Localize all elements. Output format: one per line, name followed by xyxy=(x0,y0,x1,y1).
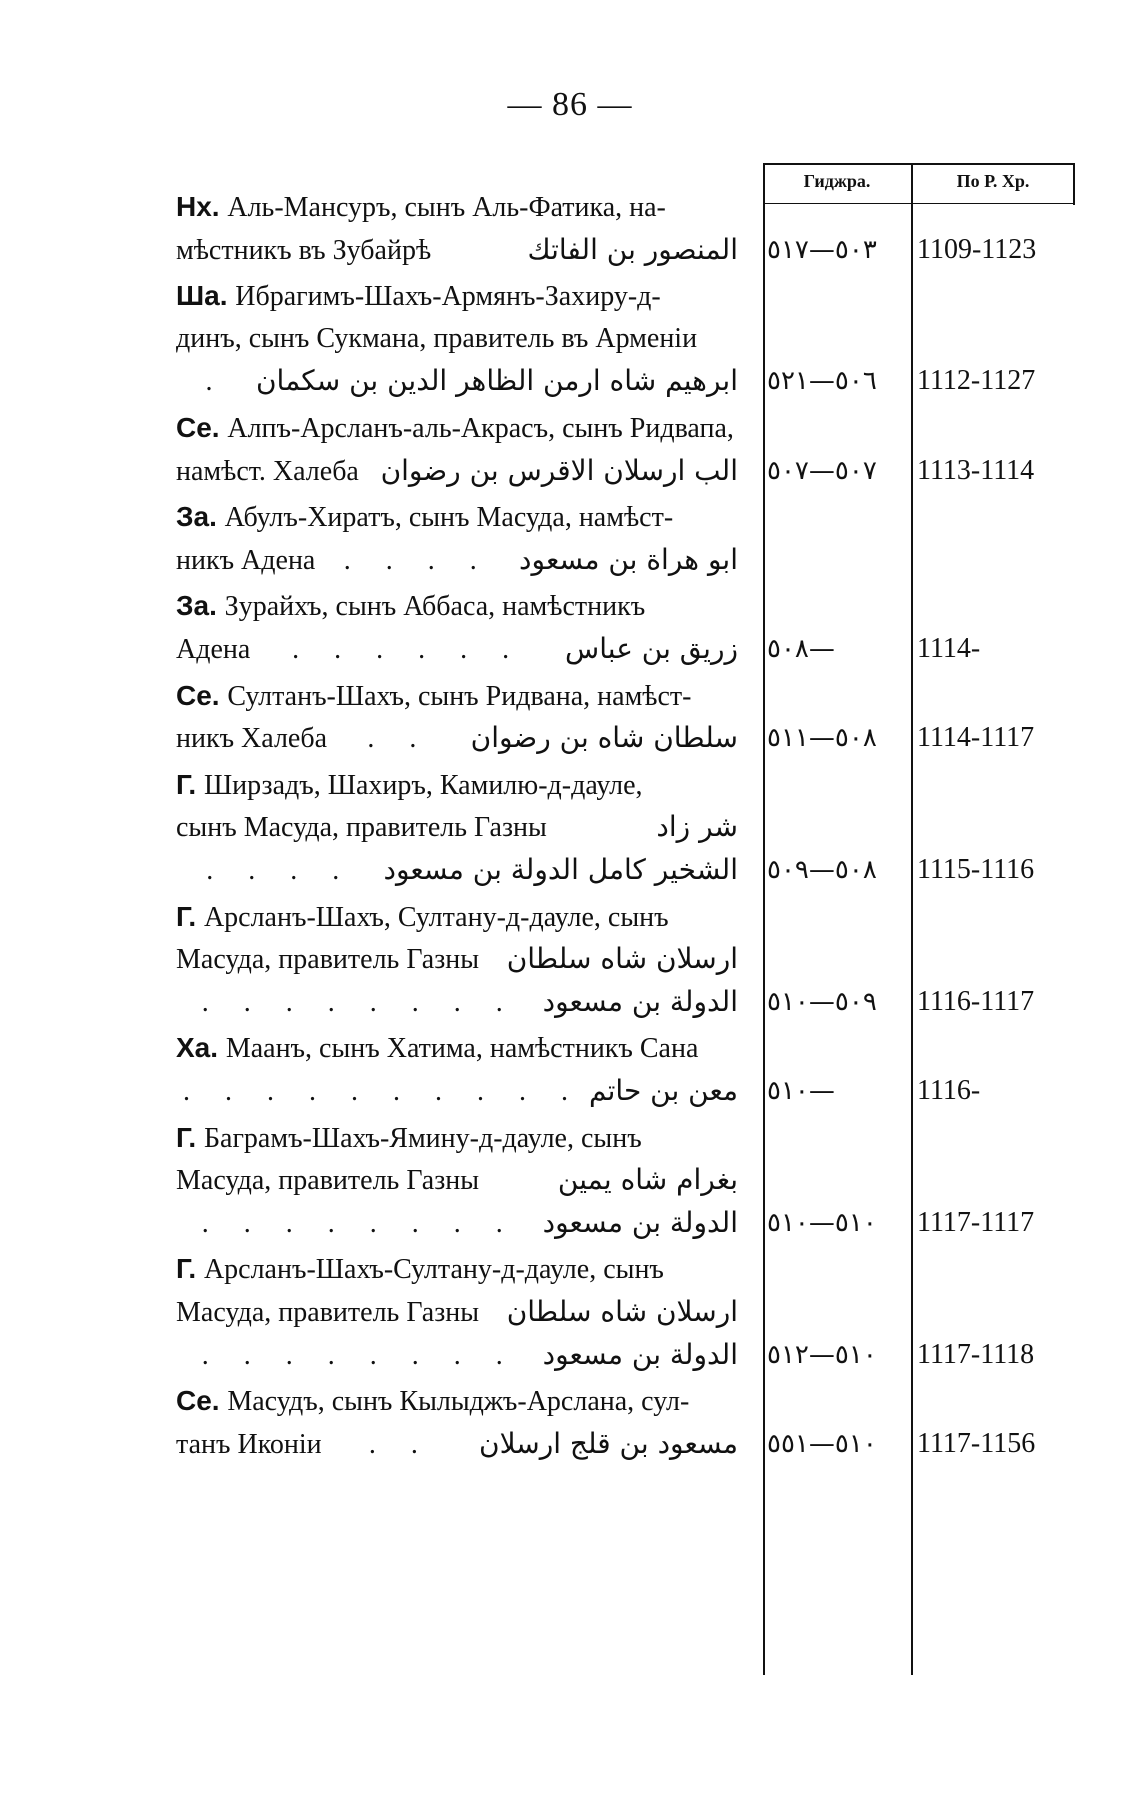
dynasty-code: Г. xyxy=(176,900,204,932)
hijra-years: ٥١٠—٥١٢ xyxy=(767,1339,877,1370)
entry-line xyxy=(176,584,738,628)
hijra-years: ٥٠٨—٥٠٩ xyxy=(767,855,877,885)
russian-text: Масуда, правитель Газны xyxy=(176,1297,480,1328)
entry-line xyxy=(176,763,738,807)
hijra-years: ٥٠٧—٥٠٧ xyxy=(767,455,877,486)
ad-years: 1117-1118 xyxy=(917,1338,1035,1370)
russian-text: никъ Халеба xyxy=(176,723,328,755)
russian-text: Ибрагимъ-Шахъ-Армянъ-Захиру-д- xyxy=(235,281,661,313)
leader-dots: . . . . . . . . xyxy=(201,1207,517,1239)
dynasty-code: Нх. xyxy=(176,191,228,222)
ad-years: 1112-1127 xyxy=(917,365,1036,397)
entry-line xyxy=(176,406,738,450)
ad-years: 1114- xyxy=(917,633,981,664)
dynasty-code: Ха. xyxy=(176,1032,226,1064)
russian-text: Султанъ-Шахъ, сынъ Ридвана, намѣст- xyxy=(227,680,692,712)
entry-line xyxy=(176,937,738,981)
hijra-years: ٥١٠—٥١٠ xyxy=(767,1207,877,1238)
arabic-name: معن بن حاتم xyxy=(589,1074,738,1107)
entry-line xyxy=(176,228,738,272)
hijra-years: ٥٠٨—٥١١ xyxy=(767,723,877,754)
dynasty-code: Се. xyxy=(176,1385,228,1417)
entry-text xyxy=(176,717,327,761)
arabic-name: ارسلان شاه سلطان xyxy=(506,1295,738,1328)
arabic-name: الب ارسلان الاقرس بن رضوان xyxy=(380,453,738,487)
russian-text: Масудъ, сынъ Кылыджъ-Арслана, сул- xyxy=(227,1386,690,1418)
leader-dots: . . xyxy=(368,1428,432,1460)
ad-years: 1115-1116 xyxy=(917,854,1035,885)
entry-line xyxy=(176,1333,738,1377)
column-header-ad: По Р. Хр. xyxy=(956,171,1030,191)
dynasty-code: Г. xyxy=(176,768,204,800)
entry-line xyxy=(176,1069,738,1113)
dynasty-code: Г. xyxy=(176,1253,204,1285)
entry-text xyxy=(176,1291,479,1335)
entry-text xyxy=(176,895,669,940)
arabic-name: ابو هراة بن مسعود xyxy=(519,542,738,576)
column-rule-middle xyxy=(911,165,913,1675)
column-rule-left xyxy=(763,165,765,1675)
russian-text: Баграмъ-Шахъ-Ямину-д-дауле, сынъ xyxy=(203,1122,642,1154)
table-top-rule xyxy=(763,163,1075,165)
entry-text xyxy=(176,628,250,672)
arabic-name: الدولة بن مسعود xyxy=(542,984,738,1018)
entry-line xyxy=(176,805,738,849)
hijra-years: ٥١٠—٥٥١ xyxy=(767,1428,877,1459)
russian-text: Маанъ, сынъ Хатима, намѣстникъ Сана xyxy=(225,1033,699,1065)
entry-text xyxy=(176,1159,479,1203)
russian-text: динъ, сынъ Сукмана, правитель въ Арменіи xyxy=(176,322,698,354)
russian-text: Ширзадъ, Шахиръ, Камилю-д-дауле, xyxy=(203,769,643,801)
arabic-name: بغرام شاه يمين xyxy=(557,1163,738,1197)
entry-line xyxy=(176,1290,738,1334)
entry-line xyxy=(176,1116,738,1160)
hijra-years: ٥٠٣—٥١٧ xyxy=(767,234,877,265)
entry-text xyxy=(176,763,643,808)
arabic-name: سلطان شاه بن رضوان xyxy=(470,721,738,755)
ad-years: 1114-1117 xyxy=(917,722,1035,754)
hijra-years: ٥٠٩—٥١٠ xyxy=(767,986,877,1017)
entry-line xyxy=(176,1379,738,1423)
arabic-name: زريق بن عباس xyxy=(565,632,738,665)
entry-line xyxy=(176,1026,738,1070)
entry-text xyxy=(176,539,315,583)
dynasty-code: За. xyxy=(176,590,225,622)
entry-line xyxy=(176,317,738,361)
leader-dots: . . . . . . . . . . xyxy=(183,1076,582,1107)
arabic-name: مسعود بن قلج ارسلان xyxy=(479,1426,738,1460)
russian-text: намѣст. Халеба xyxy=(176,455,359,487)
entry-text xyxy=(176,229,431,273)
russian-text: мѣстникъ въ Зубайрѣ xyxy=(176,234,432,266)
hijra-years: ٥٠٦—٥٢١ xyxy=(767,366,877,397)
hijra-years: ٥١٠— xyxy=(767,1076,835,1106)
leader-dots: . . xyxy=(367,723,431,755)
entry-text xyxy=(176,495,673,540)
russian-text: танъ Иконіи xyxy=(176,1428,322,1460)
entry-text xyxy=(176,406,734,451)
dynasty-code: Се. xyxy=(176,412,228,443)
entry-text xyxy=(176,317,697,361)
dynasty-code: За. xyxy=(176,501,225,533)
russian-text: Арсланъ-Шахъ-Султану-д-дауле, сынъ xyxy=(203,1254,664,1286)
entry-line xyxy=(176,627,738,671)
ad-years: 1116- xyxy=(917,1075,981,1106)
ad-years: 1117-1117 xyxy=(917,1206,1035,1238)
dynasty-code: Се. xyxy=(176,679,228,711)
table-header-rule xyxy=(763,203,1075,204)
russian-text: Зурайхъ, сынъ Аббаса, намѣстникъ xyxy=(224,591,646,623)
entry-line xyxy=(176,848,738,892)
arabic-name: المنصور بن الفاتك xyxy=(527,232,738,266)
ad-years: 1117-1156 xyxy=(917,1427,1036,1459)
arabic-name: ارسلان شاه سلطان xyxy=(506,942,738,976)
column-header-hijra: Гиджра. xyxy=(803,171,871,191)
page-number: — 86 — xyxy=(507,86,633,123)
ad-years: 1113-1114 xyxy=(917,454,1035,486)
entry-line xyxy=(176,1247,738,1291)
hijra-years: ٥٠٨— xyxy=(767,634,835,664)
leader-dots: . . . . . . xyxy=(292,634,524,665)
arabic-name: الدولة بن مسعود xyxy=(542,1337,738,1371)
entry-text xyxy=(176,1379,689,1424)
arabic-name: الشخير كامل الدولة بن مسعود xyxy=(383,853,738,886)
entry-line xyxy=(176,449,738,493)
russian-text: Аль-Мансуръ, сынъ Аль-Фатика, на- xyxy=(227,192,666,223)
leader-dots: . . . . . . . . xyxy=(201,986,517,1018)
entry-line xyxy=(176,1201,738,1245)
entry-line xyxy=(176,185,738,229)
entry-line xyxy=(176,538,738,582)
leader-dots: . . . . xyxy=(206,855,354,886)
entry-line xyxy=(176,274,738,318)
entry-text xyxy=(176,938,479,982)
column-rule-right xyxy=(1073,165,1075,205)
arabic-name: شر زاد xyxy=(656,810,738,844)
entry-text xyxy=(176,1423,322,1467)
entry-line xyxy=(176,895,738,939)
leader-dots: . . . . xyxy=(343,544,491,576)
entry-text xyxy=(176,1247,664,1292)
russian-text: Адена xyxy=(176,634,251,665)
entry-text xyxy=(176,274,661,319)
leader-dots: . xyxy=(205,366,227,398)
dynasty-code: Ша. xyxy=(176,280,236,312)
russian-text: Абулъ-Хиратъ, сынъ Масуда, намѣст- xyxy=(224,502,674,534)
entry-line xyxy=(176,980,738,1024)
russian-text: Арсланъ-Шахъ, Султану-д-дауле, сынъ xyxy=(203,901,669,933)
ad-years: 1116-1117 xyxy=(917,985,1035,1017)
ad-years: 1109-1123 xyxy=(917,233,1037,265)
entry-line xyxy=(176,1158,738,1202)
dynasty-code: Г. xyxy=(176,1121,204,1153)
entry-text xyxy=(176,1116,642,1161)
russian-text: никъ Адена xyxy=(176,544,316,576)
russian-text: сынъ Масуда, правитель Газны xyxy=(176,812,547,844)
entry-text xyxy=(176,674,691,719)
entry-line xyxy=(176,1422,738,1466)
russian-text: Масуда, правитель Газны xyxy=(176,1165,480,1197)
entry-line xyxy=(176,674,738,718)
russian-text: Масуда, правитель Газны xyxy=(176,944,480,976)
arabic-name: الدولة بن مسعود xyxy=(542,1205,738,1239)
entry-text xyxy=(176,185,666,230)
entry-line xyxy=(176,495,738,539)
entry-line xyxy=(176,359,738,403)
entry-text xyxy=(176,806,547,850)
entry-text xyxy=(176,584,645,629)
russian-text: Алпъ-Арсланъ-аль-Акрасъ, сынъ Ридвапа, xyxy=(227,413,734,444)
arabic-name: ابرهيم شاه ارمن الظاهر الدين بن سكمان xyxy=(255,364,738,398)
entry-text xyxy=(176,1026,698,1071)
entry-text xyxy=(176,450,359,494)
entry-line xyxy=(176,716,738,760)
leader-dots: . . . . . . . . xyxy=(201,1339,517,1371)
